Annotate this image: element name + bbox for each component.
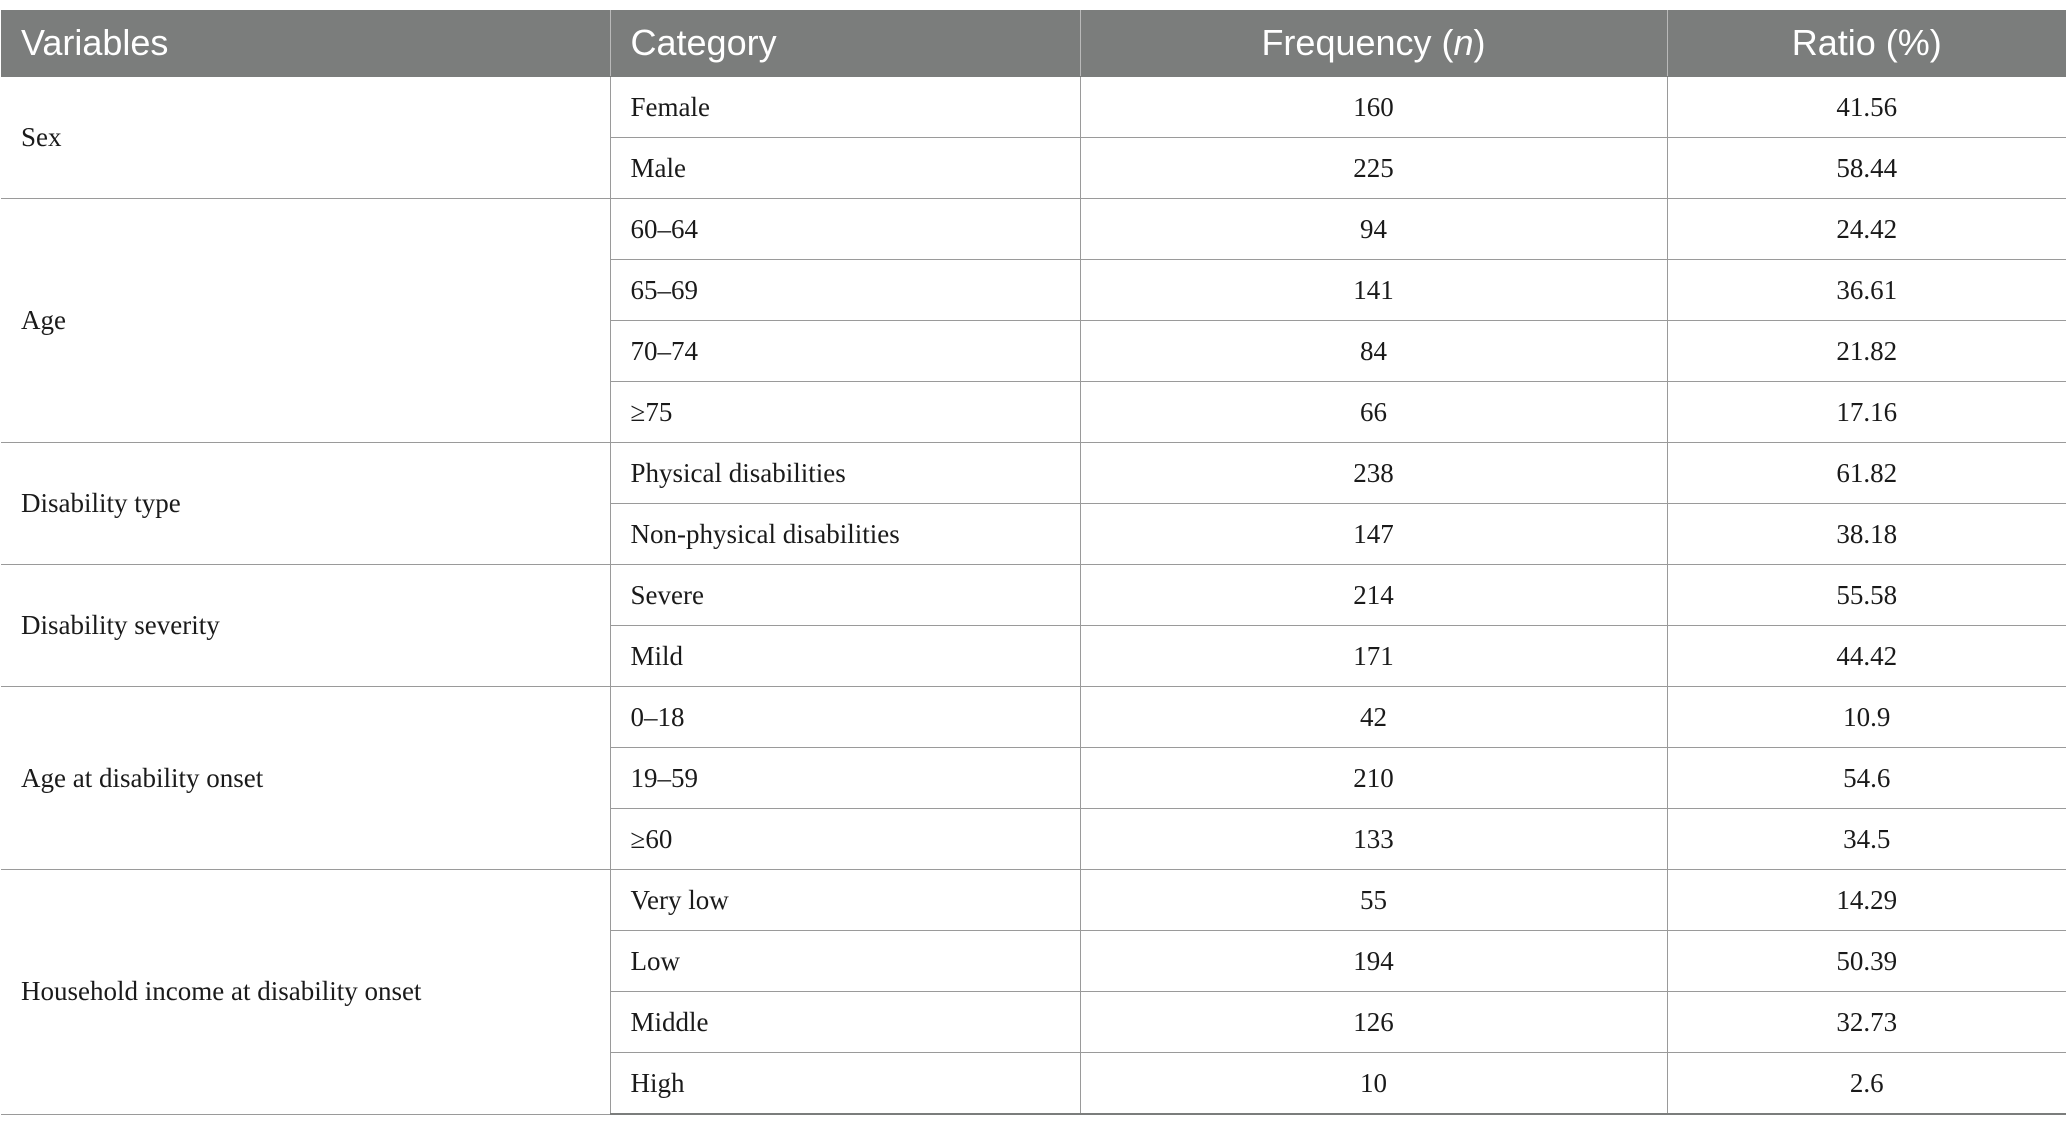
variable-cell: Age [1,199,610,443]
ratio-cell: 14.29 [1667,870,2066,931]
category-cell: Male [610,138,1080,199]
table-row [1,199,2066,260]
ratio-cell: 34.5 [1667,809,2066,870]
category-cell: Non-physical disabilities [610,504,1080,565]
category-cell: 60–64 [610,199,1080,260]
header-frequency-close: ) [1473,22,1486,63]
ratio-cell: 55.58 [1667,565,2066,626]
ratio-cell: 41.56 [1667,77,2066,138]
table-body [1,77,2066,1115]
frequency-cell: 10 [1080,1053,1667,1115]
category-cell: 19–59 [610,748,1080,809]
frequency-cell: 238 [1080,443,1667,504]
table-row [1,77,2066,138]
frequency-cell: 171 [1080,626,1667,687]
ratio-cell: 24.42 [1667,199,2066,260]
ratio-cell: 44.42 [1667,626,2066,687]
frequency-cell: 210 [1080,748,1667,809]
frequency-cell: 94 [1080,199,1667,260]
frequency-cell: 141 [1080,260,1667,321]
frequency-cell: 126 [1080,992,1667,1053]
frequency-cell: 214 [1080,565,1667,626]
category-cell: Female [610,77,1080,138]
frequency-cell: 84 [1080,321,1667,382]
ratio-cell: 58.44 [1667,138,2066,199]
category-cell: Low [610,931,1080,992]
header-frequency-n: n [1453,22,1474,63]
header-ratio: Ratio (%) [1667,10,2066,77]
category-cell: Mild [610,626,1080,687]
frequency-cell: 160 [1080,77,1667,138]
frequency-cell: 225 [1080,138,1667,199]
table-row [1,443,2066,504]
variable-cell: Disability severity [1,565,610,687]
header-frequency-label: Frequency ( [1261,22,1454,63]
header-row [1,10,2066,77]
ratio-cell: 61.82 [1667,443,2066,504]
frequency-cell: 66 [1080,382,1667,443]
ratio-cell: 17.16 [1667,382,2066,443]
category-cell: Physical disabilities [610,443,1080,504]
category-cell: Severe [610,565,1080,626]
ratio-cell: 54.6 [1667,748,2066,809]
ratio-cell: 2.6 [1667,1053,2066,1115]
variable-cell: Disability type [1,443,610,565]
category-cell: 65–69 [610,260,1080,321]
ratio-cell: 50.39 [1667,931,2066,992]
table-row [1,870,2066,931]
table-row [1,565,2066,626]
category-cell: 0–18 [610,687,1080,748]
ratio-cell: 36.61 [1667,260,2066,321]
header-variables: Variables [1,10,610,77]
ratio-cell: 32.73 [1667,992,2066,1053]
variable-cell: Sex [1,77,610,199]
table-row [1,687,2066,748]
category-cell: ≥60 [610,809,1080,870]
frequency-cell: 42 [1080,687,1667,748]
category-cell: Middle [610,992,1080,1053]
header-frequency [1080,10,1667,77]
category-cell: High [610,1053,1080,1115]
variable-cell: Household income at disability onset [1,870,610,1115]
category-cell: Very low [610,870,1080,931]
frequency-cell: 55 [1080,870,1667,931]
ratio-cell: 38.18 [1667,504,2066,565]
variable-cell: Age at disability onset [1,687,610,870]
ratio-cell: 10.9 [1667,687,2066,748]
frequency-cell: 133 [1080,809,1667,870]
frequency-cell: 147 [1080,504,1667,565]
ratio-cell: 21.82 [1667,321,2066,382]
category-cell: 70–74 [610,321,1080,382]
table-header [1,10,2066,77]
frequency-cell: 194 [1080,931,1667,992]
header-category: Category [610,10,1080,77]
category-cell: ≥75 [610,382,1080,443]
demographics-table [1,10,2066,1115]
